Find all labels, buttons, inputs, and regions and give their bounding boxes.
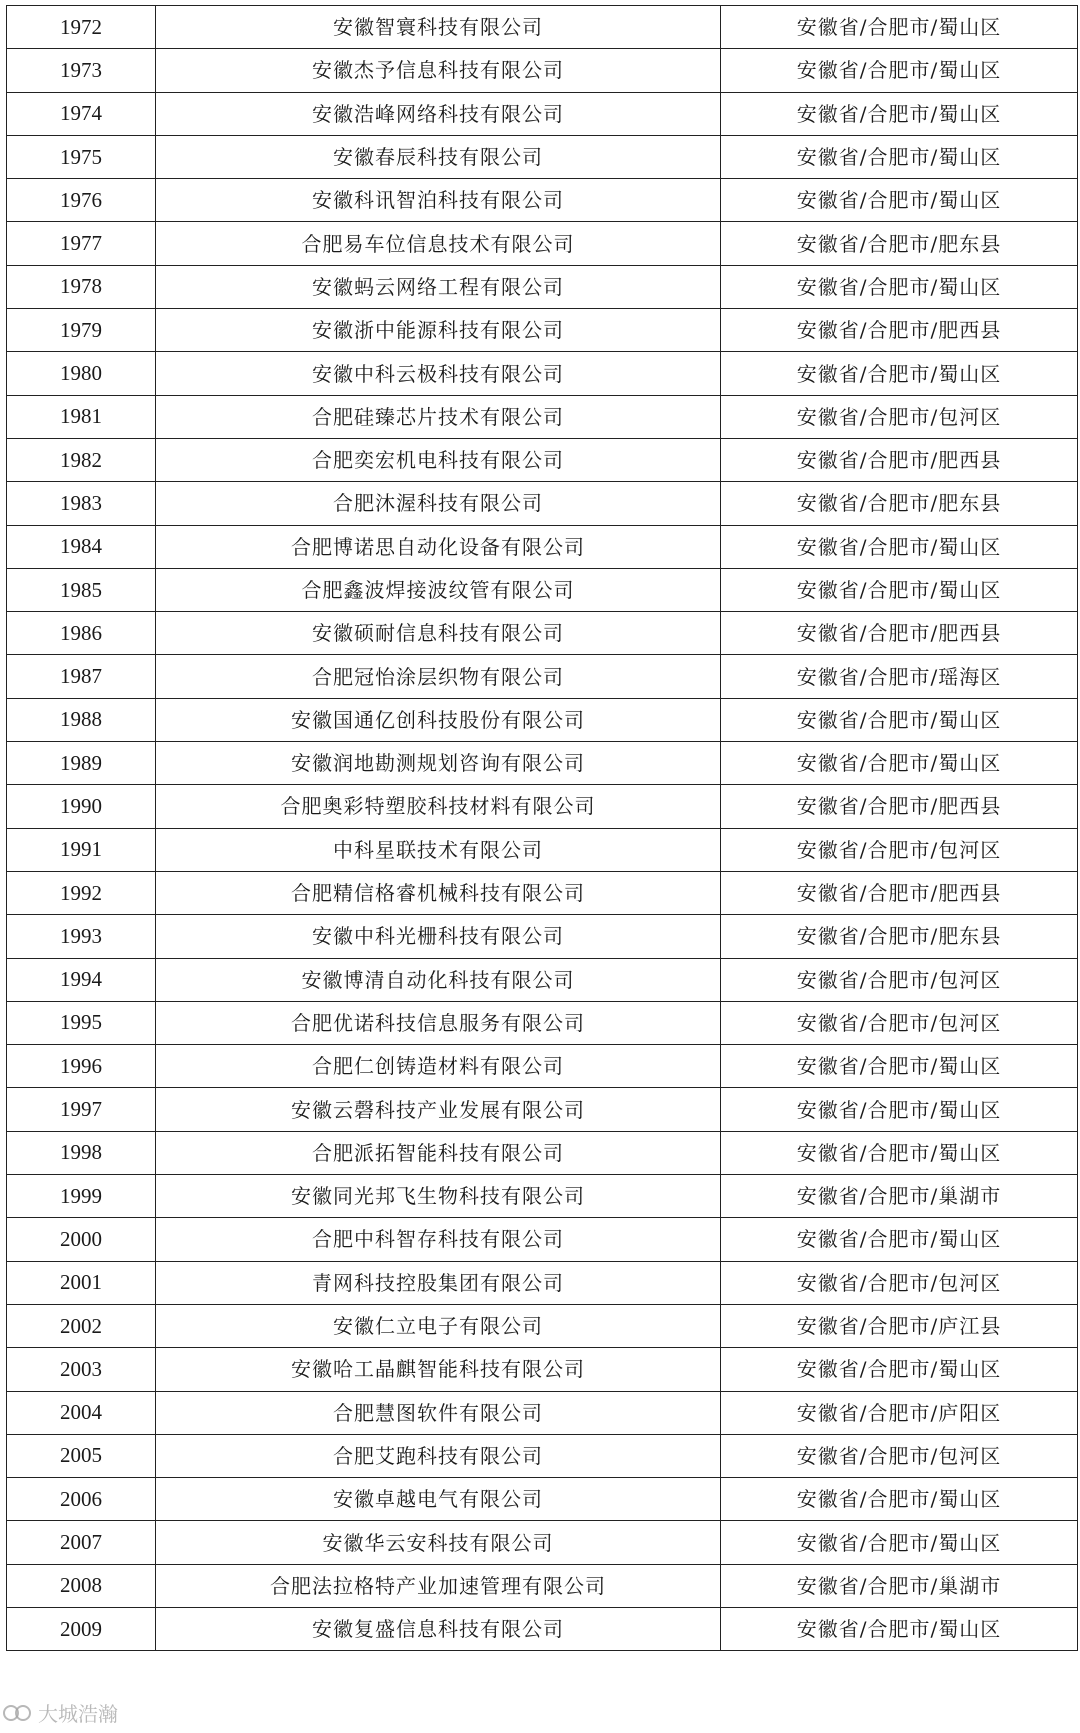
company-name-cell: 安徽浙中能源科技有限公司	[156, 309, 721, 352]
brand-logo-icon	[2, 1701, 32, 1725]
region-cell: 安徽省/合肥市/肥东县	[721, 915, 1078, 958]
table-row	[7, 265, 1078, 308]
region-cell: 安徽省/合肥市/蜀山区	[721, 6, 1078, 49]
table-row	[7, 612, 1078, 655]
region-cell: 安徽省/合肥市/蜀山区	[721, 49, 1078, 92]
region-cell: 安徽省/合肥市/蜀山区	[721, 135, 1078, 178]
serial-number-cell: 1996	[7, 1045, 156, 1088]
region-cell: 安徽省/合肥市/庐阳区	[721, 1391, 1078, 1434]
serial-number-cell: 1986	[7, 612, 156, 655]
company-name-cell: 安徽春辰科技有限公司	[156, 135, 721, 178]
company-name-cell: 合肥派拓智能科技有限公司	[156, 1131, 721, 1174]
serial-number-cell: 1985	[7, 568, 156, 611]
serial-number-cell: 1991	[7, 828, 156, 871]
region-cell: 安徽省/合肥市/瑶海区	[721, 655, 1078, 698]
serial-number-cell: 1988	[7, 698, 156, 741]
serial-number-cell: 2006	[7, 1478, 156, 1521]
region-cell: 安徽省/合肥市/蜀山区	[721, 1045, 1078, 1088]
region-cell: 安徽省/合肥市/蜀山区	[721, 1131, 1078, 1174]
serial-number-cell: 2005	[7, 1434, 156, 1477]
serial-number-cell: 2008	[7, 1564, 156, 1607]
table-row	[7, 1434, 1078, 1477]
serial-number-cell: 1975	[7, 135, 156, 178]
region-cell: 安徽省/合肥市/巢湖市	[721, 1175, 1078, 1218]
region-cell: 安徽省/合肥市/肥西县	[721, 785, 1078, 828]
region-cell: 安徽省/合肥市/肥东县	[721, 222, 1078, 265]
company-name-cell: 合肥奕宏机电科技有限公司	[156, 438, 721, 481]
company-name-cell: 安徽科讯智泊科技有限公司	[156, 179, 721, 222]
table-row	[7, 698, 1078, 741]
company-name-cell: 安徽浩峰网络科技有限公司	[156, 92, 721, 135]
table-row	[7, 1218, 1078, 1261]
region-cell: 安徽省/合肥市/蜀山区	[721, 1478, 1078, 1521]
table-row	[7, 915, 1078, 958]
table-row	[7, 1175, 1078, 1218]
region-cell: 安徽省/合肥市/包河区	[721, 395, 1078, 438]
table-row	[7, 1045, 1078, 1088]
table-row	[7, 1304, 1078, 1347]
serial-number-cell: 1989	[7, 742, 156, 785]
serial-number-cell: 1997	[7, 1088, 156, 1131]
region-cell: 安徽省/合肥市/巢湖市	[721, 1564, 1078, 1607]
company-name-cell: 合肥冠怡涂层织物有限公司	[156, 655, 721, 698]
company-name-cell: 合肥法拉格特产业加速管理有限公司	[156, 1564, 721, 1607]
region-cell: 安徽省/合肥市/蜀山区	[721, 352, 1078, 395]
region-cell: 安徽省/合肥市/包河区	[721, 1434, 1078, 1477]
company-name-cell: 青网科技控股集团有限公司	[156, 1261, 721, 1304]
table-row	[7, 49, 1078, 92]
region-cell: 安徽省/合肥市/蜀山区	[721, 1607, 1078, 1650]
company-name-cell: 合肥慧图软件有限公司	[156, 1391, 721, 1434]
company-name-cell: 安徽博清自动化科技有限公司	[156, 958, 721, 1001]
region-cell: 安徽省/合肥市/蜀山区	[721, 525, 1078, 568]
company-name-cell: 安徽中科光栅科技有限公司	[156, 915, 721, 958]
company-name-cell: 安徽国通亿创科技股份有限公司	[156, 698, 721, 741]
table-row	[7, 525, 1078, 568]
table-row	[7, 958, 1078, 1001]
company-list-table	[6, 5, 1078, 1651]
company-name-cell: 安徽卓越电气有限公司	[156, 1478, 721, 1521]
table-row	[7, 309, 1078, 352]
serial-number-cell: 1982	[7, 438, 156, 481]
serial-number-cell: 1980	[7, 352, 156, 395]
company-name-cell: 合肥易车位信息技术有限公司	[156, 222, 721, 265]
company-name-cell: 合肥博诺思自动化设备有限公司	[156, 525, 721, 568]
table-row	[7, 1088, 1078, 1131]
watermark-text: 大城浩瀚	[38, 1702, 118, 1726]
company-name-cell: 安徽中科云极科技有限公司	[156, 352, 721, 395]
table-row	[7, 1564, 1078, 1607]
serial-number-cell: 2003	[7, 1348, 156, 1391]
region-cell: 安徽省/合肥市/蜀山区	[721, 179, 1078, 222]
region-cell: 安徽省/合肥市/肥西县	[721, 612, 1078, 655]
region-cell: 安徽省/合肥市/蜀山区	[721, 92, 1078, 135]
serial-number-cell: 1981	[7, 395, 156, 438]
region-cell: 安徽省/合肥市/蜀山区	[721, 1088, 1078, 1131]
serial-number-cell: 1974	[7, 92, 156, 135]
region-cell: 安徽省/合肥市/蜀山区	[721, 1218, 1078, 1261]
table-row	[7, 1131, 1078, 1174]
region-cell: 安徽省/合肥市/包河区	[721, 828, 1078, 871]
region-cell: 安徽省/合肥市/蜀山区	[721, 265, 1078, 308]
table-row	[7, 1521, 1078, 1564]
region-cell: 安徽省/合肥市/肥西县	[721, 438, 1078, 481]
company-name-cell: 合肥仁创铸造材料有限公司	[156, 1045, 721, 1088]
table-row	[7, 179, 1078, 222]
table-row	[7, 1391, 1078, 1434]
table-row	[7, 482, 1078, 525]
company-name-cell: 安徽蚂云网络工程有限公司	[156, 265, 721, 308]
company-name-cell: 合肥硅臻芯片技术有限公司	[156, 395, 721, 438]
company-name-cell: 合肥鑫波焊接波纹管有限公司	[156, 568, 721, 611]
region-cell: 安徽省/合肥市/包河区	[721, 1261, 1078, 1304]
region-cell: 安徽省/合肥市/包河区	[721, 1001, 1078, 1044]
serial-number-cell: 2007	[7, 1521, 156, 1564]
region-cell: 安徽省/合肥市/庐江县	[721, 1304, 1078, 1347]
region-cell: 安徽省/合肥市/蜀山区	[721, 1521, 1078, 1564]
table-row	[7, 1001, 1078, 1044]
serial-number-cell: 1998	[7, 1131, 156, 1174]
company-name-cell: 合肥沐渥科技有限公司	[156, 482, 721, 525]
table-row	[7, 742, 1078, 785]
company-name-cell: 安徽复盛信息科技有限公司	[156, 1607, 721, 1650]
region-cell: 安徽省/合肥市/蜀山区	[721, 1348, 1078, 1391]
company-name-cell: 安徽硕耐信息科技有限公司	[156, 612, 721, 655]
serial-number-cell: 1983	[7, 482, 156, 525]
company-name-cell: 安徽杰予信息科技有限公司	[156, 49, 721, 92]
serial-number-cell: 2000	[7, 1218, 156, 1261]
serial-number-cell: 1995	[7, 1001, 156, 1044]
serial-number-cell: 2001	[7, 1261, 156, 1304]
serial-number-cell: 1992	[7, 871, 156, 914]
company-name-cell: 安徽同光邦飞生物科技有限公司	[156, 1175, 721, 1218]
serial-number-cell: 1976	[7, 179, 156, 222]
serial-number-cell: 1978	[7, 265, 156, 308]
company-name-cell: 安徽润地勘测规划咨询有限公司	[156, 742, 721, 785]
region-cell: 安徽省/合肥市/包河区	[721, 958, 1078, 1001]
serial-number-cell: 1993	[7, 915, 156, 958]
table-row	[7, 1607, 1078, 1650]
table-row	[7, 568, 1078, 611]
company-name-cell: 合肥优诺科技信息服务有限公司	[156, 1001, 721, 1044]
serial-number-cell: 1994	[7, 958, 156, 1001]
region-cell: 安徽省/合肥市/蜀山区	[721, 698, 1078, 741]
region-cell: 安徽省/合肥市/蜀山区	[721, 568, 1078, 611]
table-row	[7, 1261, 1078, 1304]
region-cell: 安徽省/合肥市/肥西县	[721, 309, 1078, 352]
serial-number-cell: 1987	[7, 655, 156, 698]
table-row	[7, 352, 1078, 395]
company-name-cell: 安徽云磬科技产业发展有限公司	[156, 1088, 721, 1131]
serial-number-cell: 1972	[7, 6, 156, 49]
region-cell: 安徽省/合肥市/肥东县	[721, 482, 1078, 525]
table-row	[7, 222, 1078, 265]
company-name-cell: 合肥中科智存科技有限公司	[156, 1218, 721, 1261]
table-row	[7, 655, 1078, 698]
company-name-cell: 合肥精信格睿机械科技有限公司	[156, 871, 721, 914]
company-name-cell: 安徽智寰科技有限公司	[156, 6, 721, 49]
company-name-cell: 合肥奥彩特塑胶科技材料有限公司	[156, 785, 721, 828]
table-body	[7, 6, 1078, 1651]
company-name-cell: 安徽哈工晶麒智能科技有限公司	[156, 1348, 721, 1391]
table-row	[7, 828, 1078, 871]
table-row	[7, 135, 1078, 178]
company-name-cell: 安徽华云安科技有限公司	[156, 1521, 721, 1564]
table-row	[7, 395, 1078, 438]
table-row	[7, 1348, 1078, 1391]
table-row	[7, 1478, 1078, 1521]
watermark	[2, 1698, 118, 1727]
serial-number-cell: 1999	[7, 1175, 156, 1218]
table-row	[7, 6, 1078, 49]
region-cell: 安徽省/合肥市/肥西县	[721, 871, 1078, 914]
company-name-cell: 安徽仁立电子有限公司	[156, 1304, 721, 1347]
serial-number-cell: 1984	[7, 525, 156, 568]
serial-number-cell: 1990	[7, 785, 156, 828]
table-row	[7, 785, 1078, 828]
serial-number-cell: 2002	[7, 1304, 156, 1347]
table-row	[7, 438, 1078, 481]
company-name-cell: 合肥艾跑科技有限公司	[156, 1434, 721, 1477]
company-name-cell: 中科星联技术有限公司	[156, 828, 721, 871]
serial-number-cell: 1973	[7, 49, 156, 92]
table-row	[7, 92, 1078, 135]
serial-number-cell: 2009	[7, 1607, 156, 1650]
serial-number-cell: 1977	[7, 222, 156, 265]
table-row	[7, 871, 1078, 914]
serial-number-cell: 2004	[7, 1391, 156, 1434]
region-cell: 安徽省/合肥市/蜀山区	[721, 742, 1078, 785]
serial-number-cell: 1979	[7, 309, 156, 352]
